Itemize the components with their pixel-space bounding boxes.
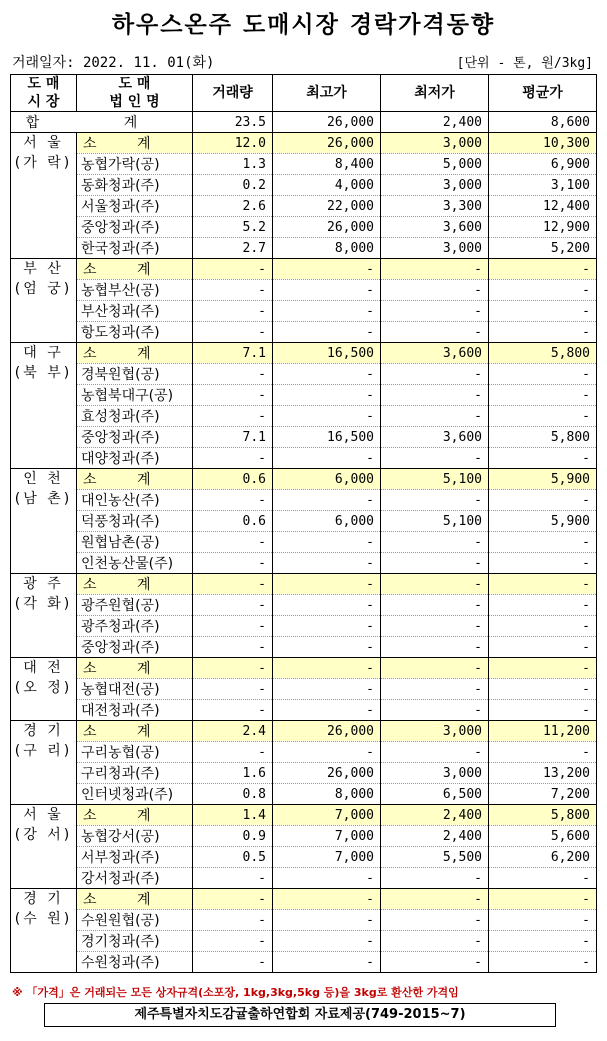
max-price-cell: -	[273, 301, 381, 322]
company-name: 농협부산(공)	[77, 280, 193, 301]
avg-price-cell: -	[489, 742, 597, 763]
volume-cell: 2.6	[193, 196, 273, 217]
volume-cell: -	[193, 532, 273, 553]
company-name: 중앙청과(주)	[77, 427, 193, 448]
company-name: 수원원협(공)	[77, 910, 193, 931]
company-name: 강서청과(주)	[77, 868, 193, 889]
min-price-cell: 3,300	[381, 196, 489, 217]
volume-cell: 0.9	[193, 826, 273, 847]
company-name: 농협강서(공)	[77, 826, 193, 847]
avg-price-cell: -	[489, 490, 597, 511]
header-max: 최고가	[273, 75, 381, 112]
volume-cell: -	[193, 406, 273, 427]
market-district: (남 촌)	[14, 491, 73, 507]
volume-cell: -	[193, 616, 273, 637]
max-price-cell: 6,000	[273, 511, 381, 532]
subtotal-row	[11, 889, 597, 910]
max-price-cell: -	[273, 532, 381, 553]
volume-cell: 1.3	[193, 154, 273, 175]
volume-cell: -	[193, 889, 273, 910]
table-row	[11, 238, 597, 259]
market-city: 경 기	[23, 723, 64, 739]
min-price-cell: 3,000	[381, 175, 489, 196]
avg-price-cell: -	[489, 259, 597, 280]
min-price-cell: -	[381, 322, 489, 343]
avg-price-cell: -	[489, 931, 597, 952]
volume-cell: -	[193, 490, 273, 511]
market-district: (가 락)	[14, 155, 73, 171]
avg-price-cell: -	[489, 679, 597, 700]
max-price-cell: -	[273, 742, 381, 763]
company-name: 항도청과(주)	[77, 322, 193, 343]
min-price-cell: 5,000	[381, 154, 489, 175]
market-name	[11, 343, 77, 469]
company-name: 경북원협(공)	[77, 364, 193, 385]
max-price-cell: -	[273, 259, 381, 280]
table-row	[11, 553, 597, 574]
volume-cell: 12.0	[193, 133, 273, 154]
avg-price-cell: 6,200	[489, 847, 597, 868]
company-name: 농협가락(공)	[77, 154, 193, 175]
market-city: 인 천	[23, 471, 64, 487]
avg-price-cell: 7,200	[489, 784, 597, 805]
volume-cell: 5.2	[193, 217, 273, 238]
avg-price-cell: -	[489, 364, 597, 385]
company-name: 대양청과(주)	[77, 448, 193, 469]
avg-price-cell: -	[489, 868, 597, 889]
min-price-cell: -	[381, 595, 489, 616]
max-price-cell: -	[273, 385, 381, 406]
company-name: 소 계	[77, 889, 193, 910]
max-price-cell: -	[273, 931, 381, 952]
volume-cell: 0.6	[193, 511, 273, 532]
max-price-cell: -	[273, 553, 381, 574]
header-min: 최저가	[381, 75, 489, 112]
max-price-cell: -	[273, 322, 381, 343]
max-price-cell: -	[273, 889, 381, 910]
table-row	[11, 700, 597, 721]
avg-price-cell: -	[489, 301, 597, 322]
min-price-cell: -	[381, 532, 489, 553]
market-district: (오 정)	[14, 680, 73, 696]
subtotal-row	[11, 469, 597, 490]
table-row	[11, 280, 597, 301]
company-name: 광주청과(주)	[77, 616, 193, 637]
min-price-cell: 6,500	[381, 784, 489, 805]
min-price-cell: 3,000	[381, 721, 489, 742]
min-price-cell: -	[381, 301, 489, 322]
company-name: 광주원협(공)	[77, 595, 193, 616]
subtotal-row	[11, 574, 597, 595]
unit-label: [단위 - 톤, 원/3kg]	[456, 56, 593, 71]
market-district: (엄 궁)	[14, 281, 73, 297]
avg-price-cell: -	[489, 658, 597, 679]
volume-cell: 0.8	[193, 784, 273, 805]
max-price-cell: 26,000	[273, 217, 381, 238]
avg-price-cell: 13,200	[489, 763, 597, 784]
table-row	[11, 196, 597, 217]
subtotal-row	[11, 658, 597, 679]
company-name: 소 계	[77, 574, 193, 595]
volume-cell: 1.6	[193, 763, 273, 784]
min-price-cell: 3,600	[381, 427, 489, 448]
avg-price-cell: 5,800	[489, 805, 597, 826]
volume-cell: 7.1	[193, 343, 273, 364]
min-price-cell: -	[381, 574, 489, 595]
min-price-cell: -	[381, 910, 489, 931]
table-row	[11, 868, 597, 889]
volume-cell: -	[193, 742, 273, 763]
volume-cell: -	[193, 910, 273, 931]
min-price-cell: 5,100	[381, 469, 489, 490]
max-price-cell: 26,000	[273, 133, 381, 154]
volume-cell: -	[193, 595, 273, 616]
min-price-cell: -	[381, 742, 489, 763]
table-row	[11, 154, 597, 175]
company-name: 대전청과(주)	[77, 700, 193, 721]
max-price-cell: -	[273, 364, 381, 385]
table-row	[11, 826, 597, 847]
volume-cell: -	[193, 574, 273, 595]
min-price-cell: -	[381, 931, 489, 952]
avg-price-cell: 3,100	[489, 175, 597, 196]
volume-cell: -	[193, 931, 273, 952]
market-name	[11, 658, 77, 721]
avg-price-cell: 5,600	[489, 826, 597, 847]
trade-date: 거래일자: 2022. 11. 01(화)	[12, 55, 215, 71]
company-name: 덕풍청과(주)	[77, 511, 193, 532]
market-name	[11, 721, 77, 805]
table-row	[11, 427, 597, 448]
table-row	[11, 784, 597, 805]
company-name: 경기청과(주)	[77, 931, 193, 952]
min-price-cell: -	[381, 280, 489, 301]
company-name: 농협대전(공)	[77, 679, 193, 700]
market-city: 대 전	[23, 660, 64, 676]
market-city: 서 울	[23, 807, 64, 823]
market-city: 대 구	[23, 345, 64, 361]
subtotal-row	[11, 343, 597, 364]
max-price-cell: 22,000	[273, 196, 381, 217]
volume-cell: -	[193, 280, 273, 301]
company-name: 소 계	[77, 805, 193, 826]
avg-price-cell: 5,200	[489, 238, 597, 259]
max-price-cell: -	[273, 490, 381, 511]
total-avg: 8,600	[489, 112, 597, 133]
volume-cell: -	[193, 637, 273, 658]
max-price-cell: 8,000	[273, 238, 381, 259]
avg-price-cell: -	[489, 385, 597, 406]
price-table	[10, 74, 597, 973]
company-name: 구리농협(공)	[77, 742, 193, 763]
table-row	[11, 511, 597, 532]
avg-price-cell: 6,900	[489, 154, 597, 175]
max-price-cell: -	[273, 616, 381, 637]
total-min: 2,400	[381, 112, 489, 133]
min-price-cell: -	[381, 364, 489, 385]
header-volume: 거래량	[193, 75, 273, 112]
avg-price-cell: -	[489, 637, 597, 658]
volume-cell: 0.6	[193, 469, 273, 490]
company-name: 구리청과(주)	[77, 763, 193, 784]
company-name: 중앙청과(주)	[77, 637, 193, 658]
max-price-cell: -	[273, 637, 381, 658]
market-district: (수 원)	[14, 911, 73, 927]
avg-price-cell: -	[489, 532, 597, 553]
min-price-cell: -	[381, 259, 489, 280]
company-name: 소 계	[77, 133, 193, 154]
max-price-cell: 8,400	[273, 154, 381, 175]
volume-cell: -	[193, 364, 273, 385]
min-price-cell: 3,000	[381, 133, 489, 154]
min-price-cell: -	[381, 700, 489, 721]
company-name: 소 계	[77, 469, 193, 490]
table-row	[11, 490, 597, 511]
table-row	[11, 532, 597, 553]
company-name: 동화청과(주)	[77, 175, 193, 196]
max-price-cell: 6,000	[273, 469, 381, 490]
header-avg: 평균가	[489, 75, 597, 112]
min-price-cell: -	[381, 637, 489, 658]
table-row	[11, 301, 597, 322]
max-price-cell: 8,000	[273, 784, 381, 805]
volume-cell: -	[193, 952, 273, 973]
total-row	[11, 112, 597, 133]
min-price-cell: -	[381, 490, 489, 511]
avg-price-cell: -	[489, 280, 597, 301]
max-price-cell: 16,500	[273, 343, 381, 364]
company-name: 한국청과(주)	[77, 238, 193, 259]
max-price-cell: 26,000	[273, 763, 381, 784]
avg-price-cell: 12,900	[489, 217, 597, 238]
table-row	[11, 175, 597, 196]
volume-cell: 2.7	[193, 238, 273, 259]
market-district: (구 리)	[14, 743, 73, 759]
max-price-cell: -	[273, 280, 381, 301]
min-price-cell: -	[381, 868, 489, 889]
avg-price-cell: -	[489, 322, 597, 343]
company-name: 원협남촌(공)	[77, 532, 193, 553]
subtotal-row	[11, 133, 597, 154]
avg-price-cell: 10,300	[489, 133, 597, 154]
volume-cell: -	[193, 868, 273, 889]
min-price-cell: -	[381, 385, 489, 406]
min-price-cell: -	[381, 616, 489, 637]
company-name: 소 계	[77, 658, 193, 679]
company-name: 소 계	[77, 343, 193, 364]
table-row	[11, 742, 597, 763]
min-price-cell: -	[381, 448, 489, 469]
market-city: 서 울	[23, 135, 64, 151]
min-price-cell: -	[381, 679, 489, 700]
min-price-cell: 3,600	[381, 217, 489, 238]
table-row	[11, 637, 597, 658]
max-price-cell: 7,000	[273, 847, 381, 868]
volume-cell: -	[193, 700, 273, 721]
company-name: 인천농산물(주)	[77, 553, 193, 574]
max-price-cell: 7,000	[273, 826, 381, 847]
avg-price-cell: -	[489, 574, 597, 595]
table-row	[11, 595, 597, 616]
table-row	[11, 952, 597, 973]
avg-price-cell: -	[489, 889, 597, 910]
min-price-cell: -	[381, 658, 489, 679]
avg-price-cell: -	[489, 910, 597, 931]
total-volume: 23.5	[193, 112, 273, 133]
max-price-cell: -	[273, 574, 381, 595]
volume-cell: -	[193, 301, 273, 322]
company-name: 소 계	[77, 721, 193, 742]
table-row	[11, 364, 597, 385]
market-name	[11, 133, 77, 259]
volume-cell: -	[193, 259, 273, 280]
avg-price-cell: 5,900	[489, 469, 597, 490]
data-source: 제주특별자치도감귤출하연합회 자료제공(749-2015~7)	[44, 1003, 556, 1027]
volume-cell: -	[193, 448, 273, 469]
avg-price-cell: -	[489, 700, 597, 721]
avg-price-cell: -	[489, 616, 597, 637]
market-name	[11, 889, 77, 973]
company-name: 소 계	[77, 259, 193, 280]
price-note: ※ 「가격」은 거래되는 모든 상자규격(소포장, 1kg,3kg,5kg 등)을 3kg로 환산한 가격임	[12, 986, 459, 999]
avg-price-cell: 12,400	[489, 196, 597, 217]
avg-price-cell: 11,200	[489, 721, 597, 742]
total-label: 합 계	[11, 112, 193, 133]
max-price-cell: -	[273, 868, 381, 889]
header-company: 도 매 법 인 명	[77, 75, 193, 112]
subtotal-row	[11, 259, 597, 280]
market-city: 광 주	[23, 576, 64, 592]
max-price-cell: -	[273, 406, 381, 427]
max-price-cell: 7,000	[273, 805, 381, 826]
min-price-cell: -	[381, 952, 489, 973]
market-name	[11, 469, 77, 574]
volume-cell: -	[193, 679, 273, 700]
max-price-cell: 26,000	[273, 721, 381, 742]
max-price-cell: -	[273, 700, 381, 721]
table-row	[11, 679, 597, 700]
avg-price-cell: -	[489, 448, 597, 469]
avg-price-cell: 5,800	[489, 427, 597, 448]
subtotal-row	[11, 805, 597, 826]
volume-cell: -	[193, 553, 273, 574]
company-name: 부산청과(주)	[77, 301, 193, 322]
max-price-cell: 4,000	[273, 175, 381, 196]
min-price-cell: -	[381, 406, 489, 427]
page-title: 하우스온주 도매시장 경락가격동향	[111, 12, 496, 38]
volume-cell: 7.1	[193, 427, 273, 448]
table-row	[11, 448, 597, 469]
max-price-cell: -	[273, 679, 381, 700]
volume-cell: -	[193, 385, 273, 406]
volume-cell: -	[193, 658, 273, 679]
min-price-cell: 5,100	[381, 511, 489, 532]
avg-price-cell: -	[489, 553, 597, 574]
company-name: 서부청과(주)	[77, 847, 193, 868]
min-price-cell: 2,400	[381, 805, 489, 826]
avg-price-cell: -	[489, 406, 597, 427]
max-price-cell: -	[273, 595, 381, 616]
max-price-cell: -	[273, 658, 381, 679]
table-row	[11, 322, 597, 343]
avg-price-cell: 5,800	[489, 343, 597, 364]
company-name: 서울청과(주)	[77, 196, 193, 217]
table-row	[11, 385, 597, 406]
market-name	[11, 574, 77, 658]
min-price-cell: 3,000	[381, 763, 489, 784]
max-price-cell: -	[273, 448, 381, 469]
avg-price-cell: -	[489, 595, 597, 616]
volume-cell: 1.4	[193, 805, 273, 826]
volume-cell: 0.2	[193, 175, 273, 196]
min-price-cell: 3,000	[381, 238, 489, 259]
company-name: 효성청과(주)	[77, 406, 193, 427]
market-district: (각 화)	[14, 596, 73, 612]
table-row	[11, 910, 597, 931]
market-name	[11, 805, 77, 889]
market-city: 경 기	[23, 891, 64, 907]
min-price-cell: 5,500	[381, 847, 489, 868]
header-market: 도 매 시 장	[11, 75, 77, 112]
volume-cell: -	[193, 322, 273, 343]
table-row	[11, 406, 597, 427]
table-row	[11, 847, 597, 868]
avg-price-cell: -	[489, 952, 597, 973]
company-name: 농협북대구(공)	[77, 385, 193, 406]
table-row	[11, 931, 597, 952]
market-city: 부 산	[23, 261, 64, 277]
table-row	[11, 616, 597, 637]
volume-cell: 2.4	[193, 721, 273, 742]
market-district: (북 부)	[14, 365, 73, 381]
max-price-cell: -	[273, 952, 381, 973]
total-max: 26,000	[273, 112, 381, 133]
volume-cell: 0.5	[193, 847, 273, 868]
company-name: 중앙청과(주)	[77, 217, 193, 238]
min-price-cell: -	[381, 553, 489, 574]
market-district: (강 서)	[14, 827, 73, 843]
company-name: 수원청과(주)	[77, 952, 193, 973]
company-name: 대인농산(주)	[77, 490, 193, 511]
market-name	[11, 259, 77, 343]
min-price-cell: -	[381, 889, 489, 910]
subtotal-row	[11, 721, 597, 742]
avg-price-cell: 5,900	[489, 511, 597, 532]
min-price-cell: 3,600	[381, 343, 489, 364]
max-price-cell: -	[273, 910, 381, 931]
table-row	[11, 763, 597, 784]
company-name: 인터넷청과(주)	[77, 784, 193, 805]
max-price-cell: 16,500	[273, 427, 381, 448]
min-price-cell: 2,400	[381, 826, 489, 847]
table-row	[11, 217, 597, 238]
